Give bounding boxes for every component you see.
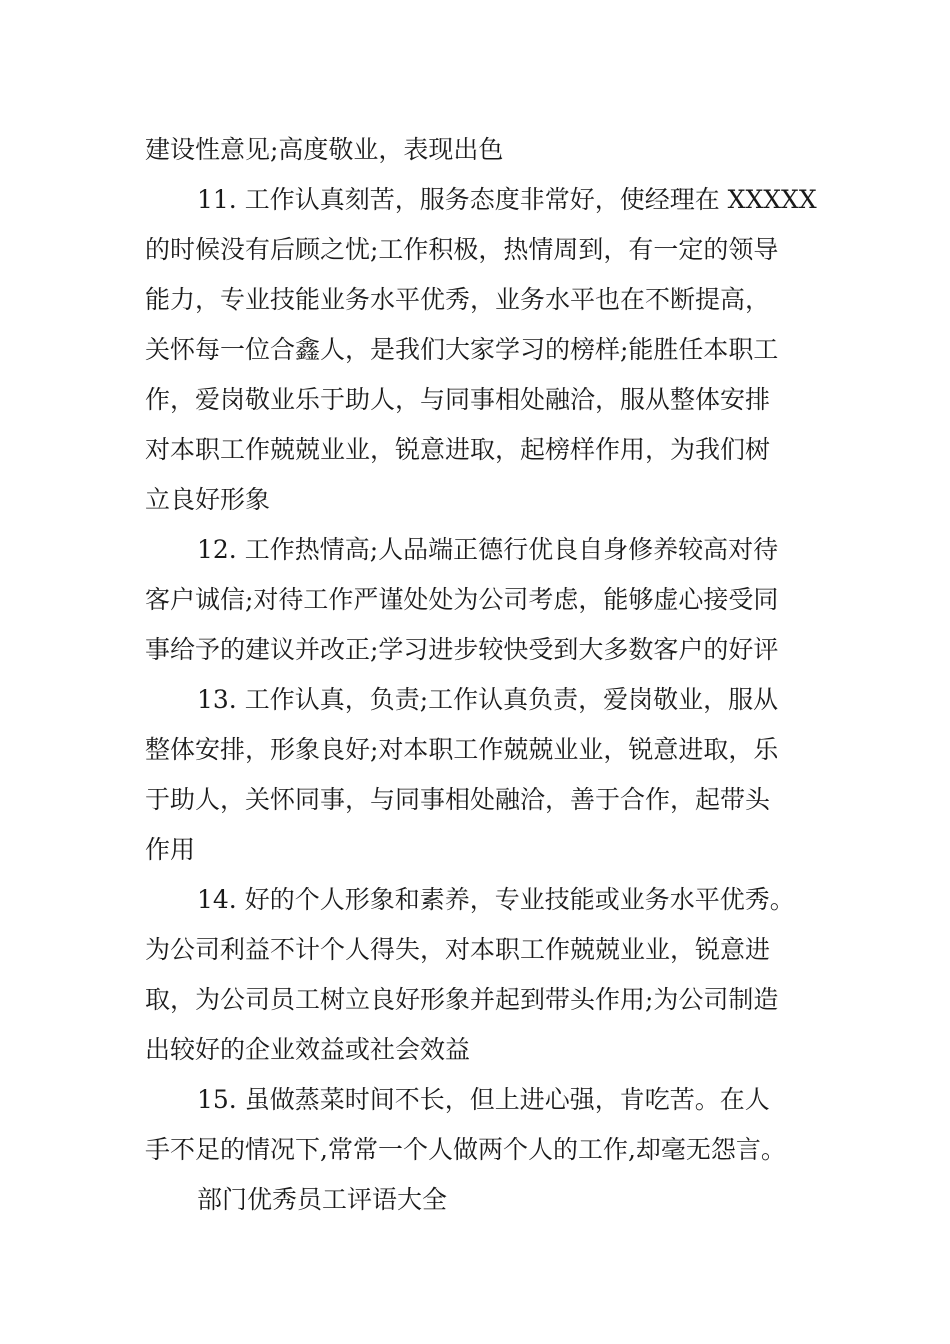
- text-line: 事给予的建议并改正;学习进步较快受到大多数客户的好评: [145, 635, 779, 664]
- text-line: 作用: [145, 835, 196, 864]
- text-line: 的时候没有后顾之忧;工作积极，热情周到，有一定的领导: [145, 235, 779, 264]
- list-item-12: 12. 工作热情高;人品端正德行优良自身修养较高对待: [197, 535, 779, 564]
- text-line: 能力，专业技能业务水平优秀，业务水平也在不断提高，: [145, 285, 771, 314]
- text-line: 为公司利益不计个人得失，对本职工作兢兢业业，锐意进: [145, 935, 771, 964]
- text-line: 客户诚信;对待工作严谨处处为公司考虑，能够虚心接受同: [145, 585, 779, 614]
- text-line: 出较好的企业效益或社会效益: [145, 1035, 471, 1064]
- list-item-11: 11. 工作认真刻苦，服务态度非常好，使经理在 XXXXX: [197, 185, 817, 214]
- section-heading: 部门优秀员工评语大全: [197, 1185, 448, 1214]
- list-item-14: 14. 好的个人形象和素养，专业技能或业务水平优秀。: [197, 885, 795, 914]
- text-line: 作，爱岗敬业乐于助人，与同事相处融洽，服从整体安排: [145, 385, 771, 414]
- text-line: 整体安排，形象良好;对本职工作兢兢业业，锐意进取，乐: [145, 735, 779, 764]
- text-line: 立良好形象: [145, 485, 271, 514]
- text-line: 关怀每一位合鑫人，是我们大家学习的榜样;能胜任本职工: [145, 335, 779, 364]
- text-line: 于助人，关怀同事，与同事相处融洽，善于合作，起带头: [145, 785, 771, 814]
- list-item-13: 13. 工作认真，负责;工作认真负责，爱岗敬业，服从: [197, 685, 779, 714]
- text-line: 对本职工作兢兢业业，锐意进取，起榜样作用，为我们树: [145, 435, 771, 464]
- text-line: 取，为公司员工树立良好形象并起到带头作用;为公司制造: [145, 985, 779, 1014]
- text-line: 手不足的情况下,常常一个人做两个人的工作,却毫无怨言。: [145, 1135, 786, 1164]
- list-item-15: 15. 虽做蒸菜时间不长，但上进心强，肯吃苦。在人: [197, 1085, 770, 1114]
- text-line: 建设性意见;高度敬业，表现出色: [145, 135, 504, 164]
